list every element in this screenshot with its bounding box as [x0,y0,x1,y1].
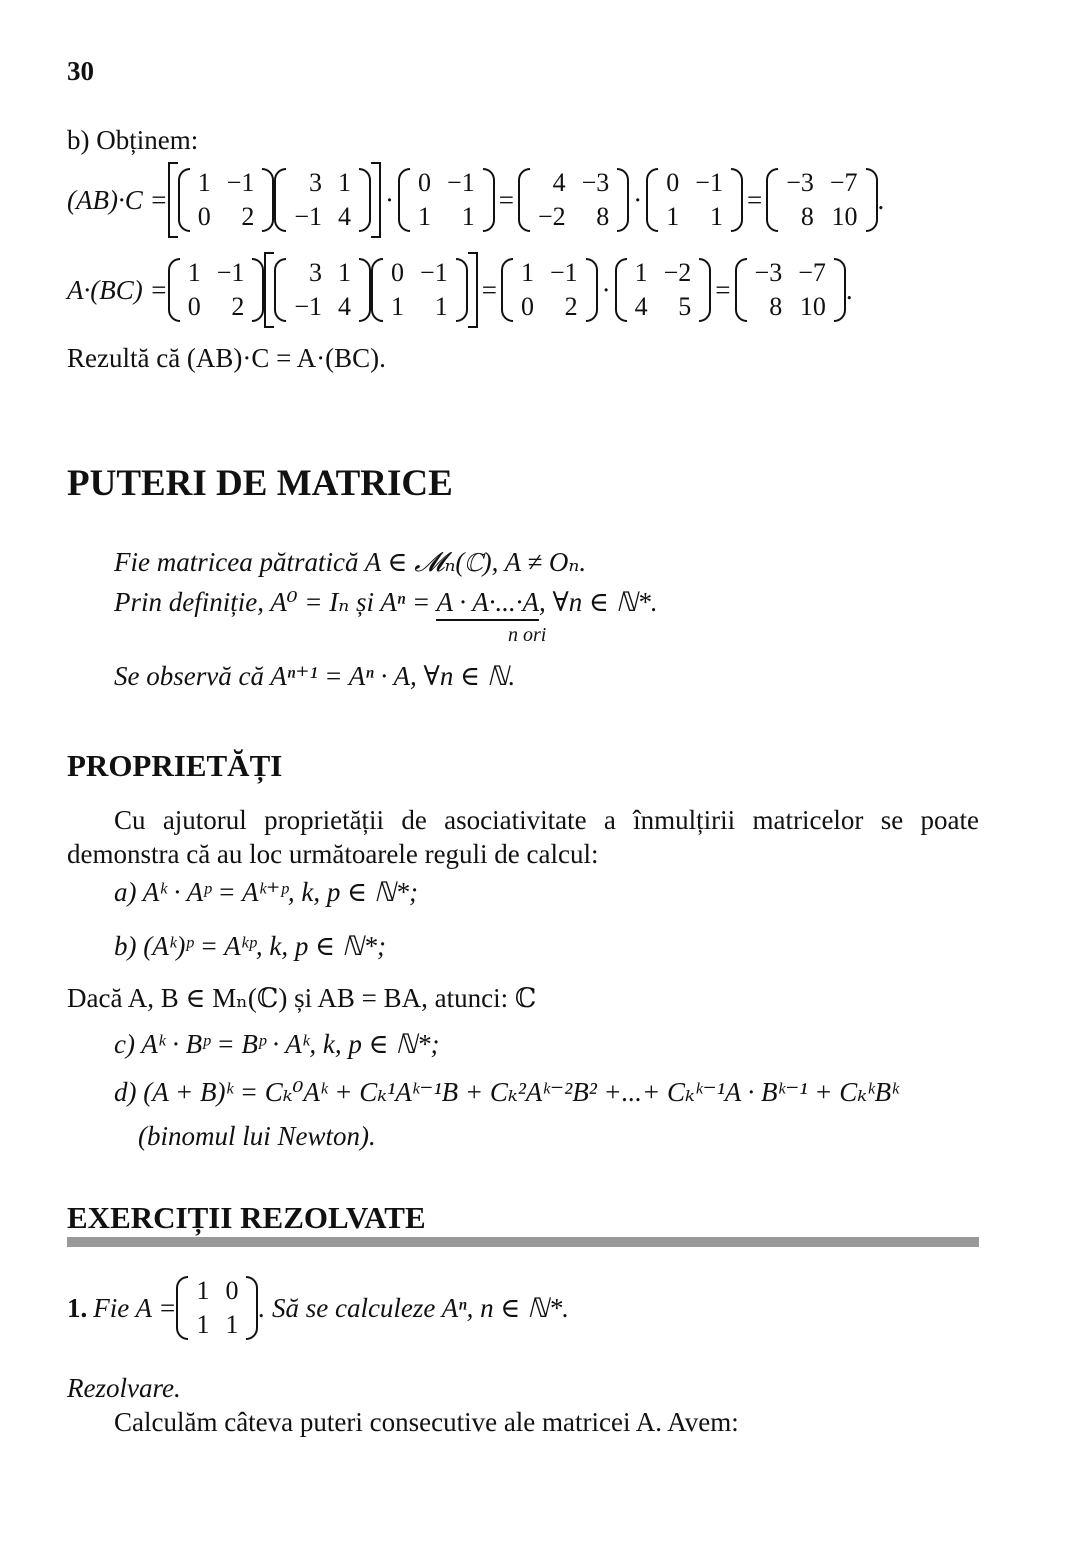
rule-b: b) (Aᵏ)ᵖ = Aᵏᵖ, k, p ∈ ℕ*; [114,931,386,961]
bracket-group [168,166,381,234]
daca-line: Dacă A, B ∈ Mₙ(ℂ) și AB = BA, atunci: ℂ [67,983,537,1013]
section-title-puteri: PUTERI DE MATRICE [67,463,453,504]
matrix-m3c: 0 −1 1 1 [371,256,468,324]
puteri-line1: Fie matricea pătratică A ∈ 𝓜ₙ(ℂ), A ≠ Oₙ. [114,547,587,577]
matrix-a: 1 0 1 1 [176,1274,258,1342]
eq2-lhs: A·(BC) = [67,274,168,305]
puteri-line2 [114,586,658,618]
exercise-1 [67,1268,569,1348]
puteri-line2-brace: A · A·...·A [436,587,539,621]
rule-c: c) Aᵏ · Bᵖ = Bᵖ · Aᵏ, k, p ∈ ℕ*; [114,1029,440,1059]
puteri-line2-prefix: Prin definiție, A⁰ = Iₙ și Aⁿ = [114,587,431,617]
eq1-lhs: (AB)·C = [67,184,168,215]
exercise-1-pre: Fie A = [93,1292,177,1323]
matrix-m1b: 1 −1 0 2 [168,256,265,324]
matrix-m1c: 1 −1 0 2 [501,256,598,324]
matrix-m2: 3 1 −1 4 [274,166,371,234]
section-rule [67,1237,979,1247]
exercise-number: 1. [67,1292,88,1323]
part-b-result: Rezultă că (AB)·C = A·(BC). [67,343,386,373]
bracket-group-2 [264,256,477,324]
puteri-line3: Se observă că Aⁿ⁺¹ = Aⁿ · A, ∀n ∈ ℕ. [114,661,516,691]
page-number: 30 [67,56,94,86]
rule-d-note: (binomul lui Newton). [138,1121,376,1151]
proprietati-intro-l1: Cu ajutorul proprietății de asociativitate a înmulțirii matricelor se poate [114,805,979,835]
matrix-m4: 4 −3 −2 8 [518,166,629,234]
equation-abc-right: A·(BC) = 1 −1 0 2 3 1 −1 4 0 −1 1 1 = 1 −1 0 2 · 1 −2 4 5 = −3 −7 8 10 . [67,250,853,330]
matrix-m2b: 3 1 −1 4 [274,256,371,324]
puteri-line2-suffix: , ∀n ∈ ℕ*. [538,587,658,617]
equation-abc-left: (AB)·C = 1 −1 0 2 3 1 −1 4 · 0 −1 1 1 = 4 −3 −2 8 · 0 −1 1 1 = −3 −7 8 10 . [67,160,884,240]
matrix-m5b: −3 −7 8 10 [735,256,846,324]
exercise-1-post: . Să se calculeze Aⁿ, n ∈ ℕ*. [258,1292,570,1323]
rezolvare-label: Rezolvare. [67,1373,181,1403]
section-title-exercitii: EXERCIȚII REZOLVATE [67,1200,426,1235]
matrix-m1: 1 −1 0 2 [178,166,275,234]
rezolvare-text: Calculăm câteva puteri consecutive ale matricei A. Avem: [114,1407,739,1437]
matrix-m3b: 0 −1 1 1 [646,166,743,234]
part-b-intro: b) Obținem: [67,125,199,155]
matrix-m5: −3 −7 8 10 [766,166,877,234]
section-title-proprietati: PROPRIETĂȚI [67,748,283,783]
brace-label: n ori [508,624,547,646]
rule-d: d) (A + B)ᵏ = Cₖ⁰Aᵏ + Cₖ¹Aᵏ⁻¹B + Cₖ²Aᵏ⁻²B² +...+ Cₖᵏ⁻¹A · Bᵏ⁻¹ + CₖᵏBᵏ [114,1077,899,1107]
matrix-m3: 0 −1 1 1 [398,166,495,234]
proprietati-intro-l2: demonstra că au loc următoarele reguli de calcul: [67,839,599,869]
matrix-m6: 1 −2 4 5 [615,256,712,324]
rule-a: a) Aᵏ · Aᵖ = Aᵏ⁺ᵖ, k, p ∈ ℕ*; [114,877,419,907]
